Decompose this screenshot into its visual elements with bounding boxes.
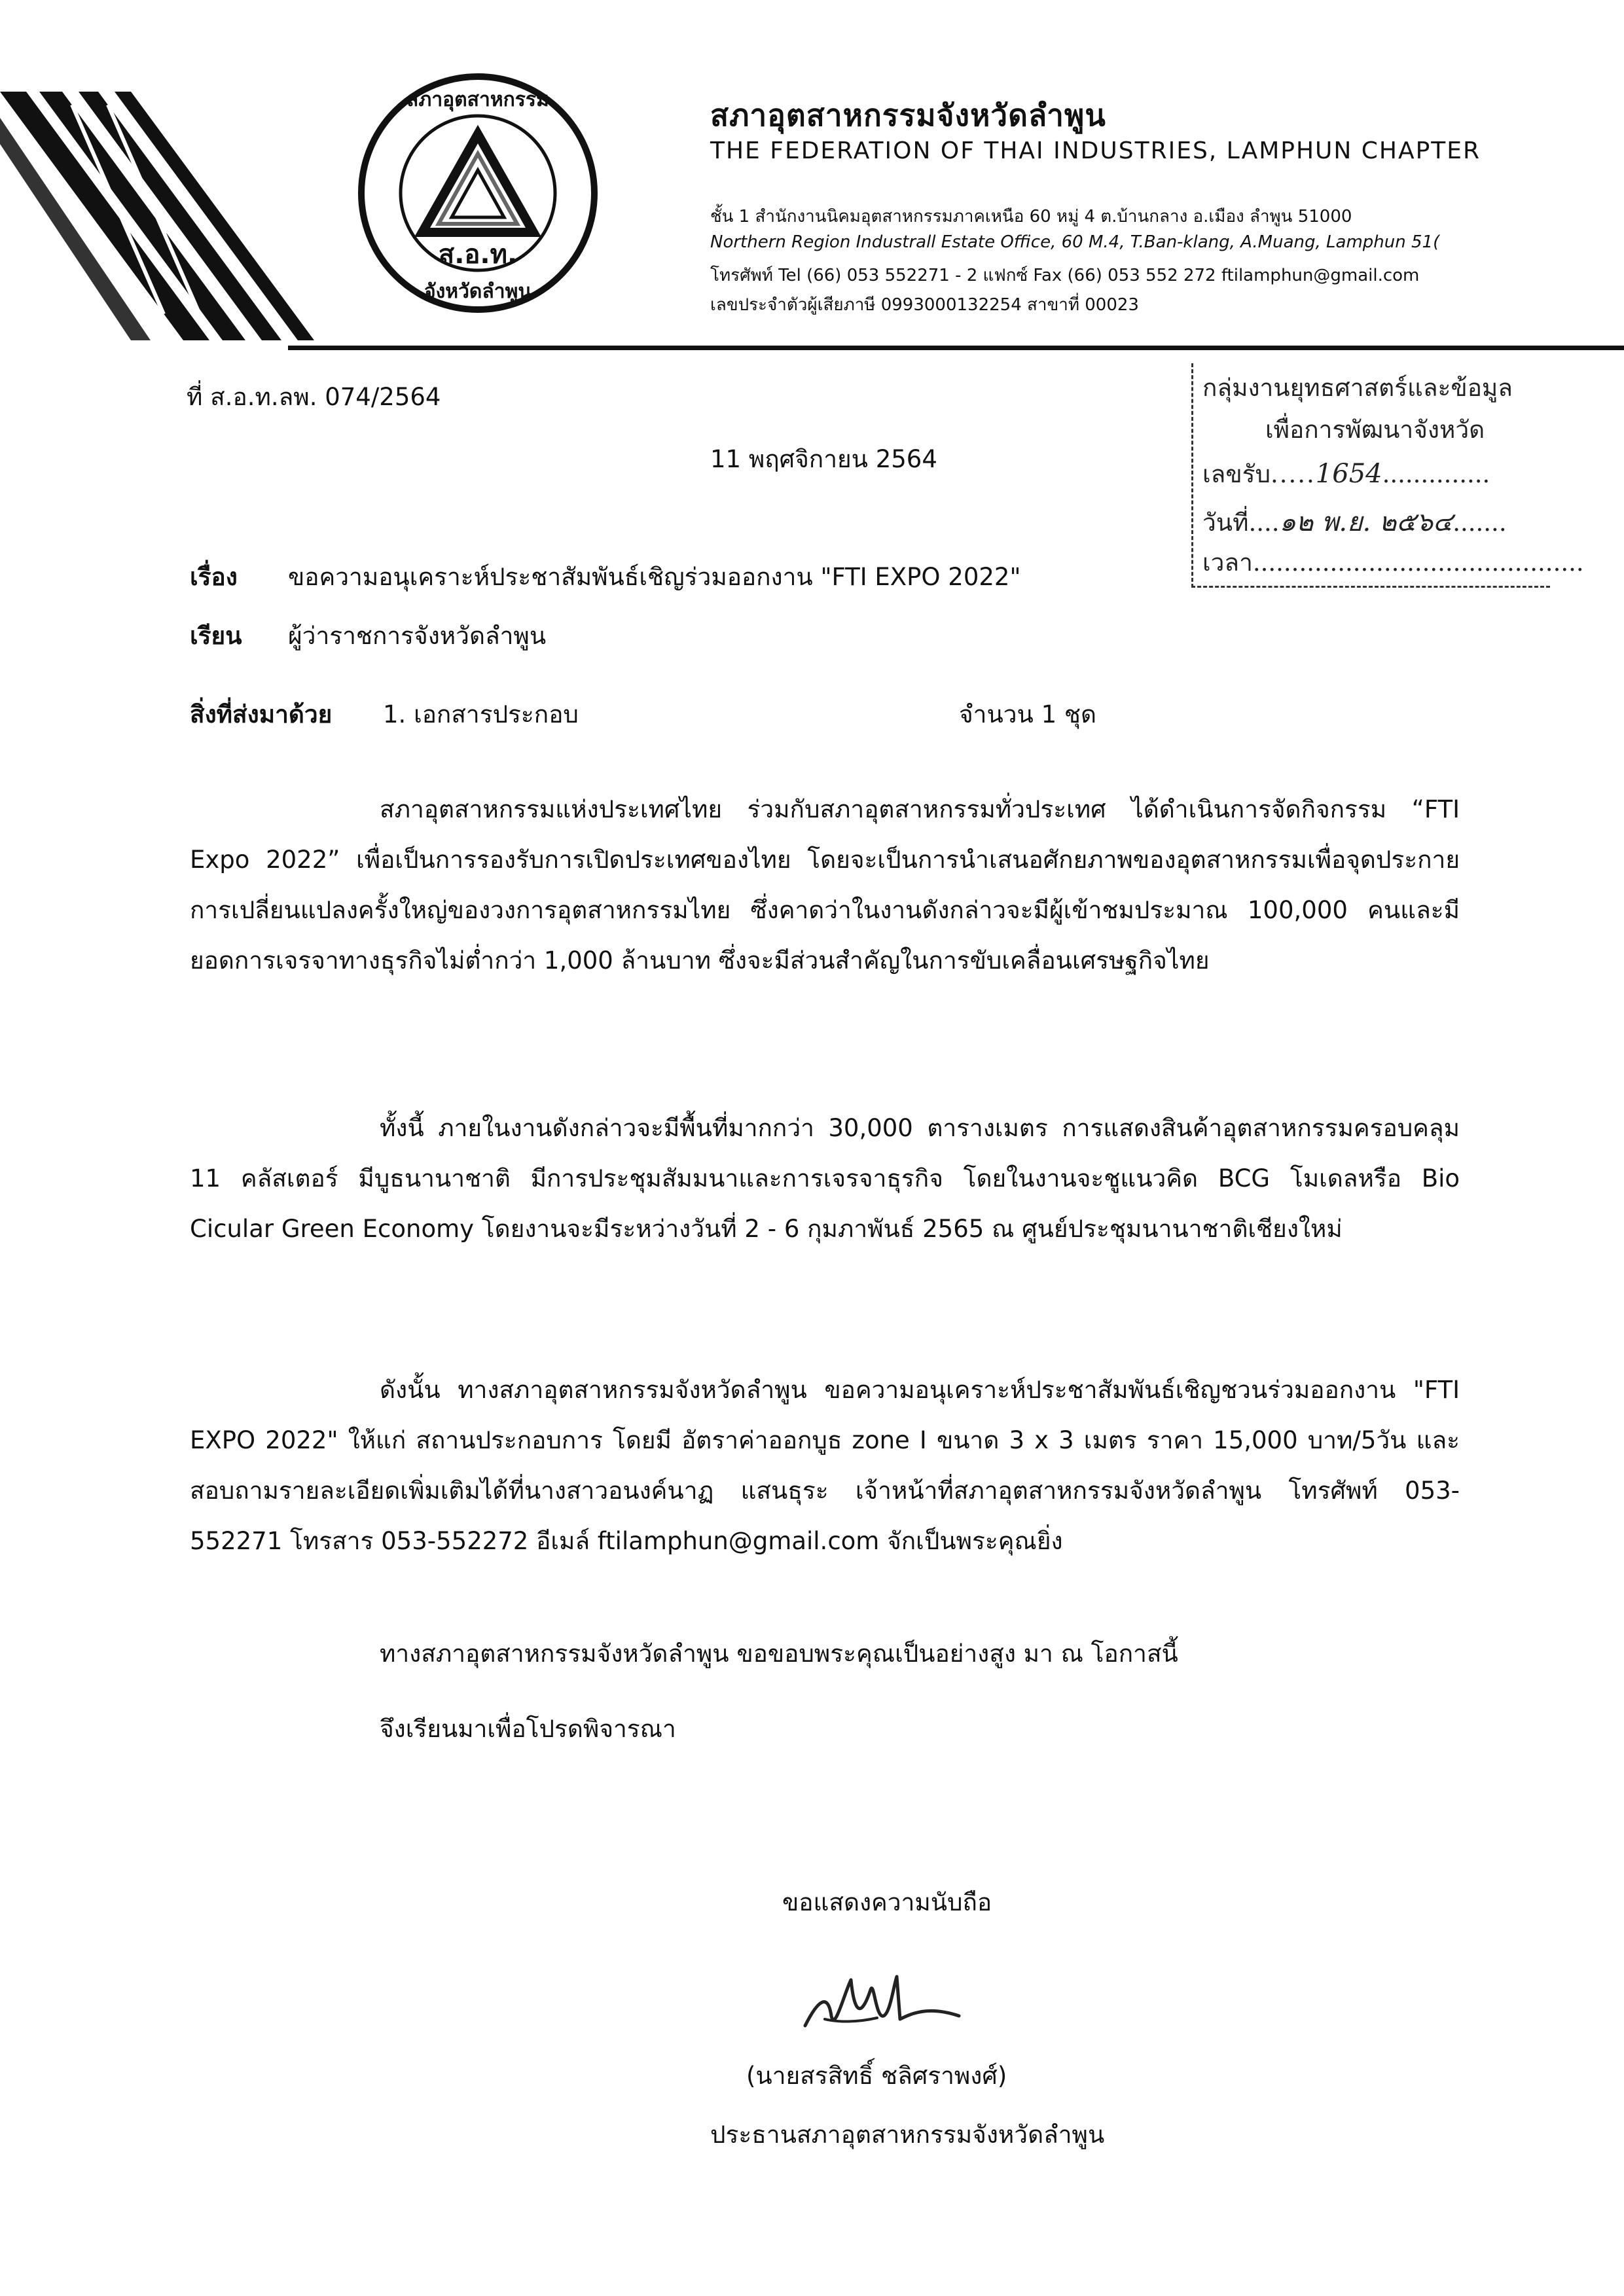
body-paragraph-4: ทางสภาอุตสาหกรรมจังหวัดลำพูน ขอขอบพระคุณเป็นอย่างสูง มา ณ โอกาสนี้ bbox=[380, 1640, 1178, 1668]
fti-lamphun-logo bbox=[357, 72, 599, 314]
body-paragraph-3: ดังนั้น ทางสภาอุตสาหกรรมจังหวัดลำพูน ขอความอนุเคราะห์ประชาสัมพันธ์เชิญชวนร่วมออกงาน "FTI EXPO 2022" ให้แก่ สถานประกอบการ โดยมี อัตราค่าออกบูธ zone I ขนาด 3 x 3 เมตร ราคา 15,000 บาท/5วัน และสอบถามรายละเอียดเพิ่มเติมได้ที่นางสาวอนงค์นาฏ แสนธุระ เจ้าหน้าที่สภาอุตสาหกรรมจังหวัดลำพูน โทรศัพท์ 053-552271 โทรสาร 053-552272 อีเมล์ ftilamphun@gmail.com จักเป็นพระคุณยิ่ง bbox=[190, 1376, 1460, 1555]
svg-text:จังหวัดลำพูน: จังหวัดลำพูน bbox=[424, 280, 532, 303]
stamp-department-sub: เพื่อการพัฒนาจังหวัด bbox=[1265, 416, 1485, 444]
stamp-date-row: วันที่....๑๒ พ.ย. ๒๕๖๔....... bbox=[1202, 507, 1507, 537]
contact-line: โทรศัพท์ Tel (66) 053 552271 - 2 แฟกซ์ Fax (66) 053 552 272 ftilamphun@gmail.com bbox=[710, 266, 1420, 285]
stamp-time-row: เวลา........................................... bbox=[1202, 548, 1584, 577]
signer-name: (นายสรสิทธิ์ ชลิศราพงศ์) bbox=[746, 2062, 1007, 2090]
org-name-english: THE FEDERATION OF THAI INDUSTRIES, LAMPHUN CHAPTER bbox=[710, 137, 1481, 164]
letter-date: 11 พฤศจิกายน 2564 bbox=[710, 445, 937, 473]
body-paragraph-5: จึงเรียนมาเพื่อโปรดพิจารณา bbox=[380, 1715, 676, 1743]
closing-phrase: ขอแสดงความนับถือ bbox=[782, 1888, 992, 1916]
received-stamp bbox=[1191, 363, 1584, 588]
enclosure-label: สิ่งที่ส่งมาด้วย bbox=[190, 700, 333, 728]
body-paragraph-2: ทั้งนี้ ภายในงานดังกล่าวจะมีพื้นที่มากกว่า 30,000 ตารางเมตร การแสดงสินค้าอุตสาหกรรมครอบคลุม 11 คลัสเตอร์ มีบูธนานาชาติ มีการประชุมสัมมนาและการเจรจาธุรกิจ โดยในงานจะชูแนวคิด BCG โมเดลหรือ Bio Cicular Green Economy โดยงานจะมีระหว่างวันที่ 2 - 6 กุมภาพันธ์ 2565 ณ ศูนย์ประชุมนานาชาติเชียงใหม่ bbox=[190, 1114, 1460, 1243]
letterhead-rule bbox=[288, 346, 1624, 350]
stamp-date-value: ๑๒ พ.ย. ๒๕๖๔ bbox=[1279, 507, 1453, 537]
stamp-received-row: เลขรับ.....1654.............. bbox=[1202, 459, 1490, 489]
signer-title: ประธานสภาอุตสาหกรรมจังหวัดลำพูน bbox=[710, 2121, 1105, 2149]
org-name-thai: สภาอุตสาหกรรมจังหวัดลำพูน bbox=[710, 98, 1106, 133]
recipient-text: ผู้ว่าราชการจังหวัดลำพูน bbox=[288, 622, 547, 650]
reference-number: ที่ ส.อ.ท.ลพ. 074/2564 bbox=[187, 383, 441, 411]
enclosure-text: 1. เอกสารประกอบ bbox=[383, 700, 579, 728]
stamp-time-label: เวลา bbox=[1202, 548, 1253, 577]
subject-text: ขอความอนุเคราะห์ประชาสัมพันธ์เชิญร่วมออกงาน "FTI EXPO 2022" bbox=[288, 563, 1021, 591]
tax-id-line: เลขประจำตัวผู้เสียภาษี 0993000132254 สาขาที่ 00023 bbox=[710, 295, 1139, 315]
svg-text:สภาอุตสาหกรรม: สภาอุตสาหกรรม bbox=[406, 88, 549, 111]
address-english: Northern Region Industrall Estate Office, 60 M.4, T.Ban-klang, A.Muang, Lamphun 51( bbox=[710, 232, 1440, 252]
letterhead-stripes bbox=[0, 65, 367, 353]
logo-abbr: ส.อ.ท. bbox=[438, 240, 518, 270]
stamp-received-number: 1654 bbox=[1315, 459, 1382, 489]
recipient-label: เรียน bbox=[190, 622, 242, 650]
body-paragraph-1: สภาอุตสาหกรรมแห่งประเทศไทย ร่วมกับสภาอุตสาหกรรมทั่วประเทศ ได้ดำเนินการจัดกิจกรรม “FTI Expo 2022” เพื่อเป็นการรองรับการเปิดประเทศของไทย โดยจะเป็นการนำเสนอศักยภาพของอุตสาหกรรมเพื่อจุดประกายการเปลี่ยนแปลงครั้งใหญ่ของวงการอุตสาหกรรมไทย ซึ่งคาดว่าในงานดังกล่าวจะมีผู้เข้าชมประมาณ 100,000 คนและมียอดการเจรจาทางธุรกิจไม่ต่ำกว่า 1,000 ล้านบาท ซึ่งจะมีส่วนสำคัญในการขับเคลื่อนเศรษฐกิจไทย bbox=[190, 795, 1460, 975]
stamp-received-label: เลขรับ bbox=[1202, 460, 1271, 488]
subject-label: เรื่อง bbox=[190, 563, 238, 591]
stamp-date-label: วันที่ bbox=[1202, 509, 1249, 537]
enclosure-quantity: จำนวน 1 ชุด bbox=[959, 700, 1097, 728]
stamp-department: กลุ่มงานยุทธศาสตร์และข้อมูล bbox=[1202, 374, 1513, 402]
address-thai: ชั้น 1 สำนักงานนิคมอุตสาหกรรมภาคเหนือ 60 หมู่ 4 ต.บ้านกลาง อ.เมือง ลำพูน 51000 bbox=[710, 207, 1352, 226]
handwritten-signature bbox=[799, 1954, 969, 2045]
